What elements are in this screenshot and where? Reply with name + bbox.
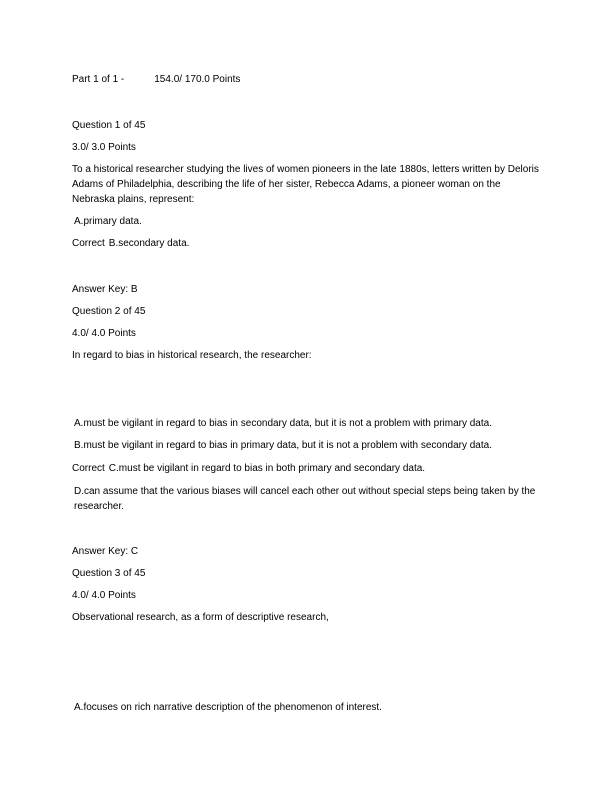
correct-marker: Correct — [72, 463, 105, 474]
answer-key: Answer Key: B — [72, 284, 138, 295]
answer-option-a[interactable]: A.must be vigilant in regard to bias in secondary data, but it is not a problem with primary data. — [74, 418, 492, 429]
question-number: Question 2 of 45 — [72, 306, 146, 317]
answer-option-d[interactable]: D.can assume that the various biases will cancel each other out without special steps being taken by the researcher. — [74, 486, 536, 512]
part-header — [72, 72, 542, 87]
answer-option-text: C.must be vigilant in regard to bias in both primary and secondary data. — [108, 463, 426, 474]
correct-marker: Correct — [72, 238, 105, 249]
answer-option-a[interactable]: A.focuses on rich narrative description of the phenomenon of interest. — [74, 702, 382, 713]
answer-option-c[interactable] — [72, 461, 542, 476]
answer-option-b[interactable]: B.must be vigilant in regard to bias in primary data, but it is not a problem with secondary data. — [74, 440, 492, 451]
question-number: Question 1 of 45 — [72, 120, 146, 131]
answer-key: Answer Key: C — [72, 546, 139, 557]
question-points: 3.0/ 3.0 Points — [72, 142, 136, 153]
question-prompt: To a historical researcher studying the lives of women pioneers in the late 1880s, letters written by Deloris Adams of Philadelphia, describing the life of her sister, Rebecca Adams, a pioneer woman on the Nebraska plains, represent: — [72, 164, 539, 205]
question-number: Question 3 of 45 — [72, 568, 146, 579]
question-prompt: Observational research, as a form of descriptive research, — [72, 612, 329, 623]
question-prompt: In regard to bias in historical research, the researcher: — [72, 350, 312, 361]
answer-option-a[interactable]: A.primary data. — [74, 216, 142, 227]
answer-option-text: B.secondary data. — [108, 238, 190, 249]
question-points: 4.0/ 4.0 Points — [72, 590, 136, 601]
part-points: 154.0/ 170.0 Points — [154, 74, 241, 85]
question-points: 4.0/ 4.0 Points — [72, 328, 136, 339]
answer-option-b[interactable] — [72, 236, 542, 251]
part-label: Part 1 of 1 - — [72, 74, 125, 85]
